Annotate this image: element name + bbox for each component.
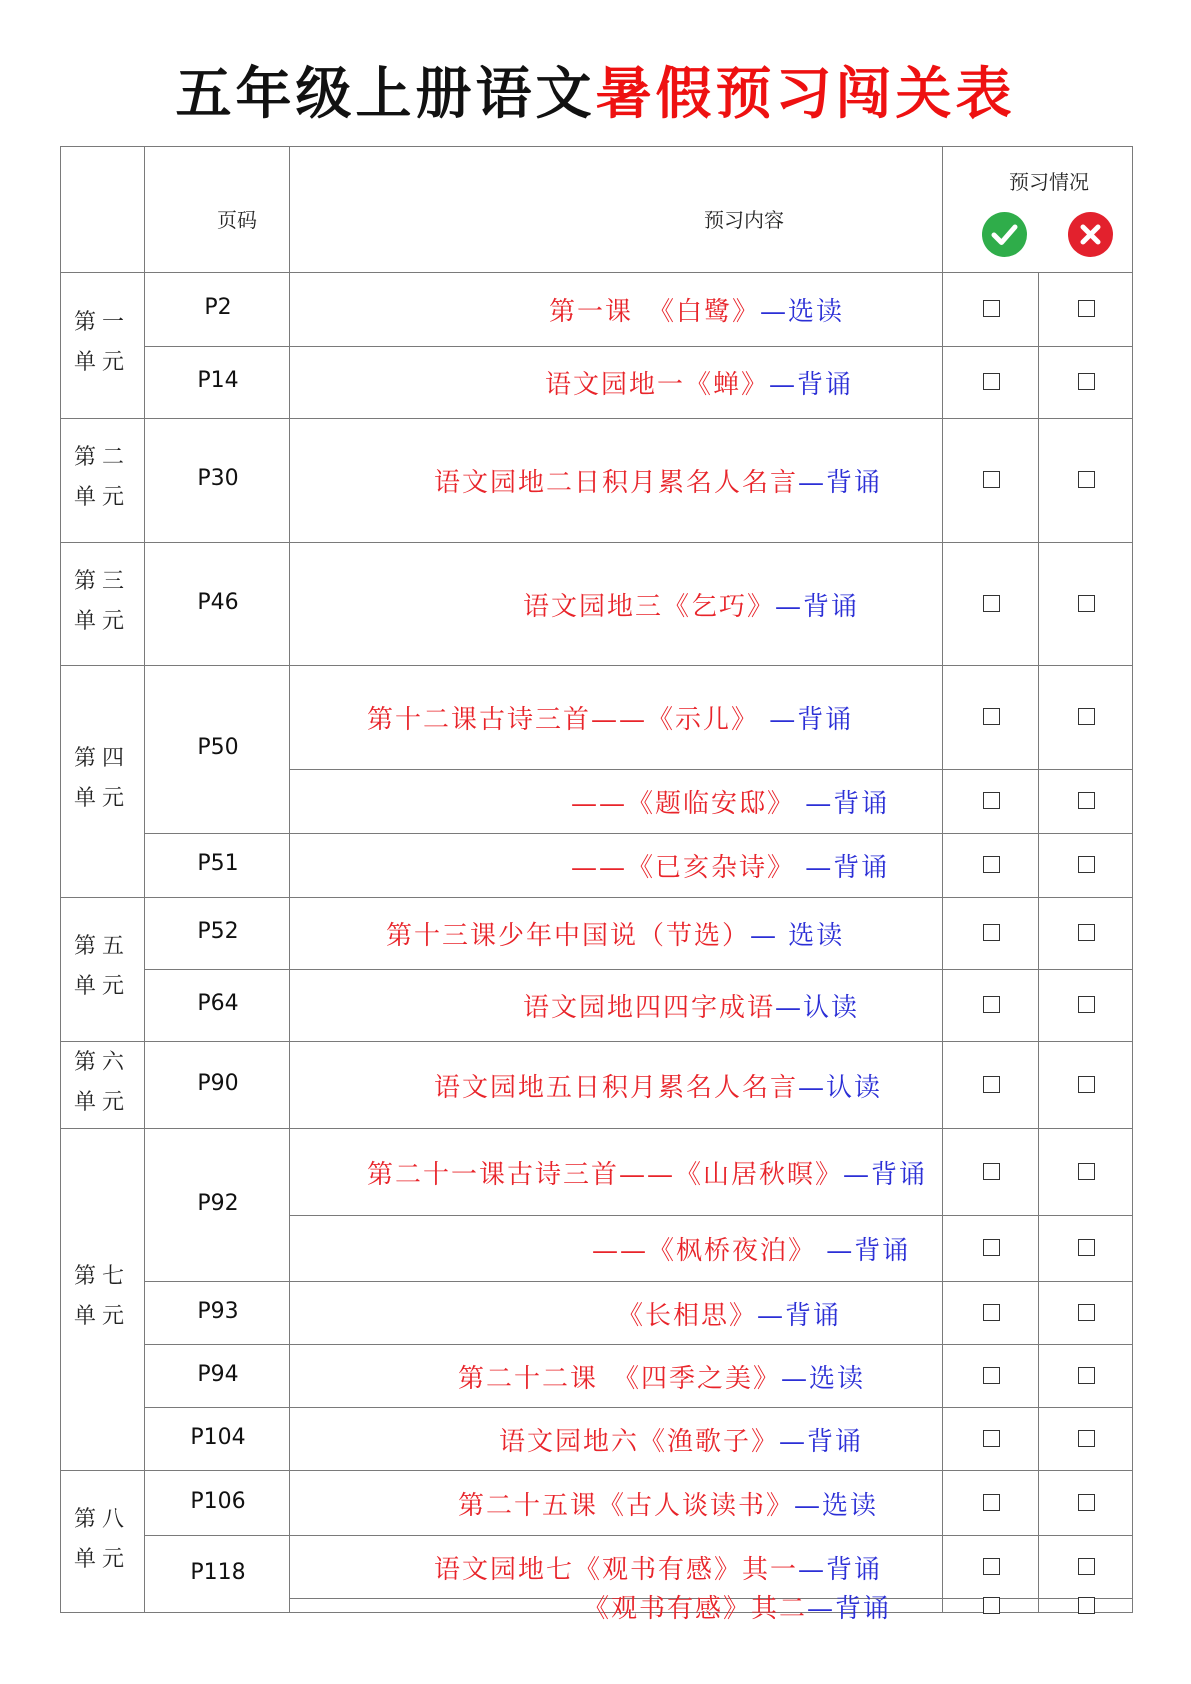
page-number: P51 <box>197 851 239 876</box>
preview-checklist-table <box>60 146 1133 1624</box>
not-done-checkbox[interactable] <box>1078 471 1095 488</box>
done-checkbox[interactable] <box>983 1597 1000 1614</box>
done-checkbox[interactable] <box>983 792 1000 809</box>
unit-label-line2: 单元 <box>74 974 131 999</box>
task-type: —认读 <box>775 993 860 1023</box>
page-number: P94 <box>197 1361 239 1387</box>
task-type: —背诵 <box>769 370 854 400</box>
not-done-checkbox[interactable] <box>1078 300 1095 317</box>
lesson-title: 第二十二课 《四季之美》 <box>458 1363 782 1394</box>
done-checkbox[interactable] <box>983 1304 1000 1321</box>
unit-label-line1: 第五 <box>74 934 131 959</box>
row-divider <box>289 897 1133 898</box>
preview-content <box>458 1358 865 1395</box>
done-checkbox[interactable] <box>983 1558 1000 1575</box>
page-title <box>0 58 1191 130</box>
unit-label <box>74 1500 130 1580</box>
unit-label-line1: 第三 <box>74 568 131 594</box>
column-divider <box>1038 272 1039 1613</box>
task-type: —背诵 <box>759 705 854 735</box>
page-number: P30 <box>197 466 239 491</box>
unit-label <box>74 927 130 1007</box>
row-divider <box>289 1215 1133 1216</box>
task-type: —背诵 <box>816 1236 911 1266</box>
lesson-title: 语文园地五日积月累名人名言 <box>434 1072 799 1103</box>
preview-content <box>386 915 844 952</box>
page-number: P93 <box>197 1298 239 1324</box>
done-checkbox[interactable] <box>983 471 1000 488</box>
header-status-label: 预习情况 <box>1009 170 1089 194</box>
unit-label-line2: 单元 <box>74 485 131 510</box>
not-done-checkbox[interactable] <box>1078 1494 1095 1511</box>
done-checkbox[interactable] <box>983 708 1000 725</box>
row-divider <box>289 346 1133 347</box>
row-divider <box>289 1407 1133 1408</box>
column-divider <box>942 146 943 1613</box>
task-type: —背诵 <box>798 468 883 498</box>
not-done-checkbox[interactable] <box>1078 1163 1095 1180</box>
preview-content <box>458 1485 878 1522</box>
task-type: —选读 <box>760 297 845 327</box>
preview-content <box>571 783 889 820</box>
lesson-title: 《观书有感》其二 <box>583 1593 808 1624</box>
cross-circle-icon <box>1068 212 1113 257</box>
done-checkbox[interactable] <box>983 595 1000 612</box>
preview-content <box>617 1295 841 1332</box>
unit-label-line1: 第一 <box>74 310 131 335</box>
row-divider <box>289 833 1133 834</box>
lesson-title: ——《题临安邸》 <box>571 789 796 819</box>
unit-label-line2: 单元 <box>74 1089 131 1115</box>
unit-label-line2: 单元 <box>74 1304 131 1329</box>
unit-label-line1: 第六 <box>74 1049 131 1075</box>
done-checkbox[interactable] <box>983 924 1000 941</box>
task-type: —背诵 <box>795 789 890 819</box>
preview-content <box>367 699 853 736</box>
done-checkbox[interactable] <box>983 1494 1000 1511</box>
row-divider <box>289 769 1133 770</box>
title-black-part: 五年级上册语文 <box>175 61 596 127</box>
table-border-top <box>60 146 1133 147</box>
unit-label-line2: 单元 <box>74 350 131 375</box>
not-done-checkbox[interactable] <box>1078 708 1095 725</box>
row-divider <box>289 1535 1133 1536</box>
not-done-checkbox[interactable] <box>1078 1076 1095 1093</box>
unit-label-line2: 单元 <box>74 1546 131 1572</box>
not-done-checkbox[interactable] <box>1078 1367 1095 1384</box>
unit-label-line2: 单元 <box>74 786 131 811</box>
page-number: P64 <box>197 991 239 1016</box>
page-number: P118 <box>190 1560 246 1585</box>
not-done-checkbox[interactable] <box>1078 1239 1095 1256</box>
not-done-checkbox[interactable] <box>1078 373 1095 390</box>
not-done-checkbox[interactable] <box>1078 1430 1095 1447</box>
unit-label-line2: 单元 <box>74 608 131 634</box>
table-border-right <box>1132 146 1133 1613</box>
task-type: —背诵 <box>775 591 860 622</box>
table-border-left <box>60 146 61 1613</box>
done-checkbox[interactable] <box>983 856 1000 873</box>
preview-content <box>434 1549 882 1586</box>
task-type: —选读 <box>781 1363 866 1394</box>
preview-content <box>571 847 889 884</box>
unit-label <box>74 1257 130 1337</box>
page-number: P92 <box>197 1190 239 1216</box>
lesson-title: 语文园地四四字成语 <box>523 993 776 1023</box>
row-divider <box>289 542 1133 543</box>
unit-label-line1: 第七 <box>74 1264 131 1289</box>
header-page-label: 页码 <box>217 208 257 232</box>
lesson-title: 第二十五课《古人谈读书》 <box>458 1490 795 1521</box>
not-done-checkbox[interactable] <box>1078 1558 1095 1575</box>
not-done-checkbox[interactable] <box>1078 924 1095 941</box>
preview-content <box>367 1154 927 1191</box>
preview-content <box>523 586 859 623</box>
done-checkbox[interactable] <box>983 1239 1000 1256</box>
lesson-title: 语文园地七《观书有感》其一 <box>434 1554 799 1585</box>
row-divider <box>289 969 1133 970</box>
preview-content <box>434 462 882 499</box>
lesson-title: 语文园地六《渔歌子》 <box>499 1426 780 1457</box>
done-checkbox[interactable] <box>983 1367 1000 1384</box>
row-divider <box>289 1344 1133 1345</box>
unit-label <box>74 1043 130 1123</box>
row-divider <box>289 1041 1133 1042</box>
done-checkbox[interactable] <box>983 1076 1000 1093</box>
preview-content <box>499 1421 863 1458</box>
unit-label-line1: 第四 <box>74 746 131 771</box>
unit-label <box>74 739 130 819</box>
column-divider <box>289 146 290 1613</box>
preview-content <box>434 1067 882 1104</box>
not-done-checkbox[interactable] <box>1078 595 1095 612</box>
not-done-checkbox[interactable] <box>1078 996 1095 1013</box>
task-type: —背诵 <box>757 1300 842 1331</box>
row-divider <box>289 1281 1133 1282</box>
task-type: —背诵 <box>779 1426 864 1457</box>
preview-content <box>549 291 844 328</box>
preview-content <box>583 1588 891 1625</box>
header-content-label: 预习内容 <box>704 208 784 232</box>
title-red-part: 暑假预习闯关表 <box>595 61 1016 127</box>
unit-label-line1: 第二 <box>74 445 131 470</box>
task-type: —背诵 <box>798 1554 883 1585</box>
done-checkbox[interactable] <box>983 373 1000 390</box>
task-type: —认读 <box>798 1072 883 1103</box>
not-done-checkbox[interactable] <box>1078 792 1095 809</box>
lesson-title: 第二十一课古诗三首——《山居秋暝》 <box>367 1159 844 1190</box>
lesson-title: 第十二课古诗三首——《示儿》 <box>367 705 760 735</box>
done-checkbox[interactable] <box>983 996 1000 1013</box>
done-checkbox[interactable] <box>983 300 1000 317</box>
row-divider <box>289 665 1133 666</box>
check-circle-icon <box>982 212 1027 257</box>
unit-label <box>74 303 130 383</box>
not-done-checkbox[interactable] <box>1078 1597 1095 1614</box>
page-number: P46 <box>197 589 239 615</box>
not-done-checkbox[interactable] <box>1078 856 1095 873</box>
done-checkbox[interactable] <box>983 1163 1000 1180</box>
lesson-title: ——《已亥杂诗》 <box>571 853 796 883</box>
task-type: —背诵 <box>807 1593 892 1624</box>
unit-label-line1: 第八 <box>74 1506 131 1532</box>
lesson-title: 《长相思》 <box>617 1300 758 1331</box>
done-checkbox[interactable] <box>983 1430 1000 1447</box>
page-number: P90 <box>197 1070 239 1096</box>
unit-label <box>74 438 130 518</box>
lesson-title: 第一课 《白鹭》 <box>549 297 761 327</box>
page-number: P14 <box>197 368 239 393</box>
preview-content <box>592 1230 910 1267</box>
not-done-checkbox[interactable] <box>1078 1304 1095 1321</box>
lesson-title: 语文园地二日积月累名人名言 <box>434 468 799 498</box>
lesson-title: 语文园地一《蝉》 <box>545 370 770 400</box>
row-divider <box>289 418 1133 419</box>
task-type: —背诵 <box>795 853 890 883</box>
page-number: P52 <box>197 919 239 944</box>
row-divider <box>289 1470 1133 1471</box>
preview-content <box>545 364 853 401</box>
preview-content <box>523 987 859 1024</box>
task-type: — 选读 <box>750 921 845 951</box>
page-number: P2 <box>204 295 232 320</box>
page-number: P50 <box>197 735 239 760</box>
page-number: P104 <box>190 1424 246 1450</box>
task-type: —选读 <box>794 1490 879 1521</box>
lesson-title: 第十三课少年中国说（节选） <box>386 921 751 951</box>
lesson-title: ——《枫桥夜泊》 <box>592 1236 817 1266</box>
column-divider <box>144 146 145 1613</box>
lesson-title: 语文园地三《乞巧》 <box>523 591 776 622</box>
page-number: P106 <box>190 1488 246 1514</box>
header-divider <box>60 272 1133 273</box>
unit-label <box>74 562 130 642</box>
task-type: —背诵 <box>843 1159 928 1190</box>
row-divider <box>289 1128 1133 1129</box>
